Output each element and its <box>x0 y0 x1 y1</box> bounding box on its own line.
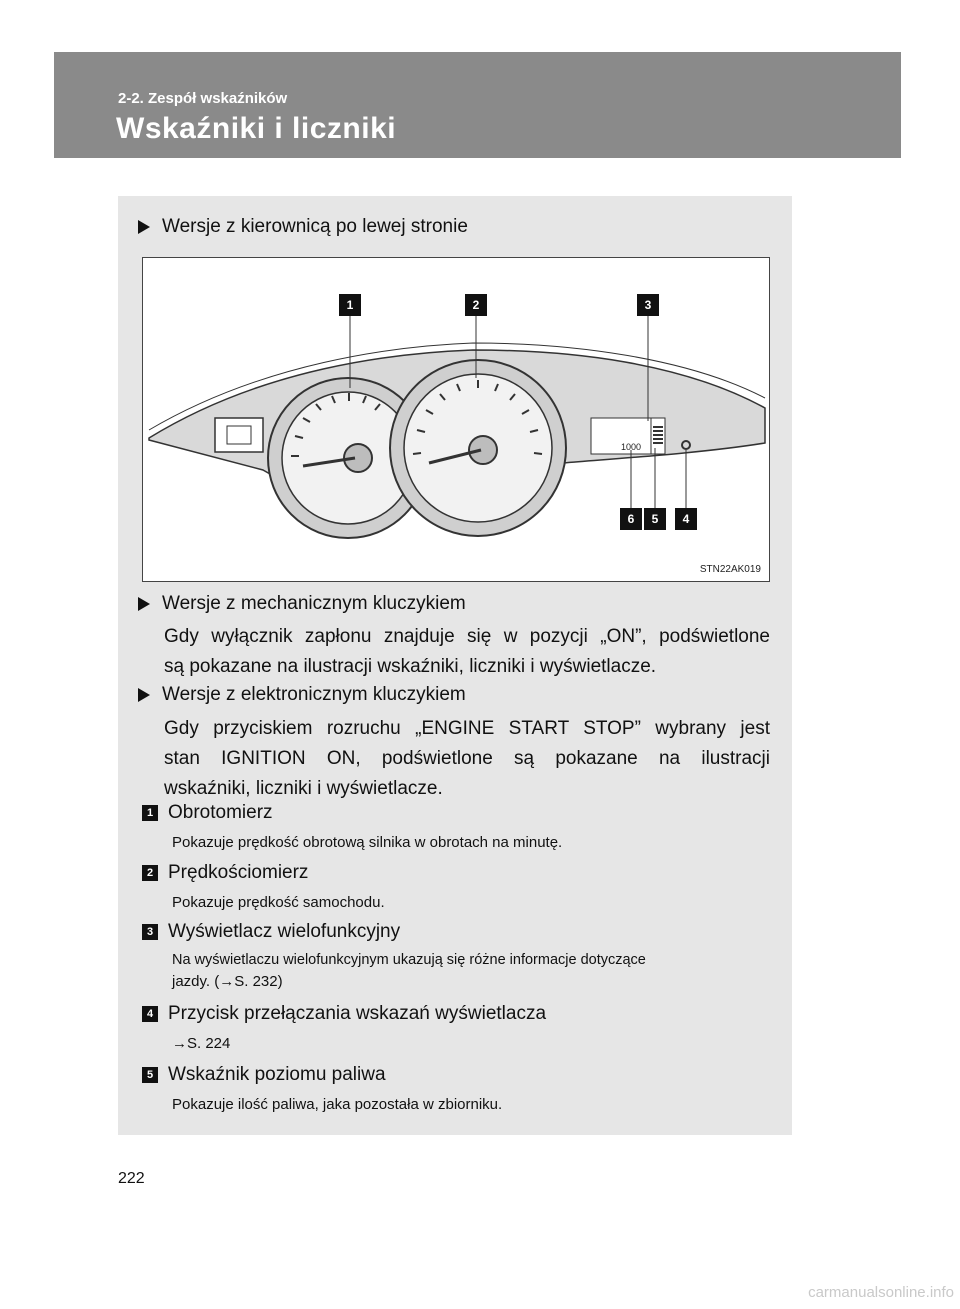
variant-mech-label: Wersje z mechanicznym kluczykiem <box>162 593 466 614</box>
callout-5: 5 <box>644 508 666 530</box>
callout-2: 2 <box>465 294 487 316</box>
item-title: Przycisk przełączania wskazań wyświetlacza <box>168 1003 547 1024</box>
callout-6: 6 <box>620 508 642 530</box>
bullet-triangle-icon <box>138 597 150 611</box>
variant-heading-electronic <box>138 684 466 706</box>
mechanical-key-text <box>164 622 770 682</box>
page-number: 222 <box>118 1170 145 1187</box>
electronic-key-text <box>164 714 770 804</box>
callout-3: 3 <box>637 294 659 316</box>
section-label: 2-2. Zespół wskaźników <box>118 90 288 107</box>
item-number-badge: 1 <box>142 805 158 821</box>
item-number-badge: 5 <box>142 1067 158 1083</box>
page-header <box>54 52 901 158</box>
variant-elec-label: Wersje z elektronicznym kluczykiem <box>162 684 466 705</box>
item-tachometer <box>142 802 562 854</box>
item-title: Wyświetlacz wielofunkcyjny <box>168 921 401 942</box>
bullet-triangle-icon <box>138 688 150 702</box>
text-line: Gdy wyłącznik zapłonu znajduje się w pozycji „ON”, podświetlone <box>164 626 770 647</box>
cluster-drawing <box>143 258 769 581</box>
instrument-cluster-illustration <box>142 257 770 582</box>
callout-4: 4 <box>675 508 697 530</box>
text-line: wskaźniki, liczniki i wyświetlacze. <box>164 778 443 799</box>
item-number-badge: 2 <box>142 865 158 881</box>
item-number-badge: 4 <box>142 1006 158 1022</box>
item-description: Pokazuje ilość paliwa, jaka pozostała w zbiorniku. <box>172 1096 503 1113</box>
item-description-cont: jazdy. (→S. 232) <box>172 973 283 990</box>
odometer-text: 1000 <box>621 442 642 452</box>
variant-left-label: Wersje z kierownicą po lewej stronie <box>162 216 468 237</box>
footer-watermark: carmanualsonline.info <box>808 1284 954 1301</box>
text-line: stan IGNITION ON, podświetlone są pokazane na ilustracji <box>164 748 770 769</box>
item-title: Obrotomierz <box>168 802 273 823</box>
text-line: Gdy przyciskiem rozruchu „ENGINE START STOP” wybrany jest <box>164 718 770 739</box>
item-page-reference: →S. 224 <box>172 1035 231 1052</box>
item-number-badge: 3 <box>142 924 158 940</box>
page-title: Wskaźniki i liczniki <box>116 112 397 145</box>
item-description: Na wyświetlaczu wielofunkcyjnym ukazują się różne informacje dotyczące <box>172 952 646 968</box>
item-multi-display <box>142 921 772 993</box>
item-description: Pokazuje prędkość obrotową silnika w obrotach na minutę. <box>172 834 563 851</box>
item-description: Pokazuje prędkość samochodu. <box>172 894 385 911</box>
item-fuel-gauge <box>142 1064 502 1116</box>
item-display-switch-button <box>142 1003 546 1055</box>
item-title: Wskaźnik poziomu paliwa <box>168 1064 386 1085</box>
bullet-triangle-icon <box>138 220 150 234</box>
figure-code: STN22AK019 <box>699 564 761 575</box>
variant-heading-mechanical <box>138 593 466 615</box>
callout-1: 1 <box>339 294 361 316</box>
variant-heading-left <box>138 216 468 238</box>
item-title: Prędkościomierz <box>168 862 309 883</box>
text-line: są pokazane na ilustracji wskaźniki, liczniki i wyświetlacze. <box>164 656 657 677</box>
item-speedometer <box>142 862 385 914</box>
